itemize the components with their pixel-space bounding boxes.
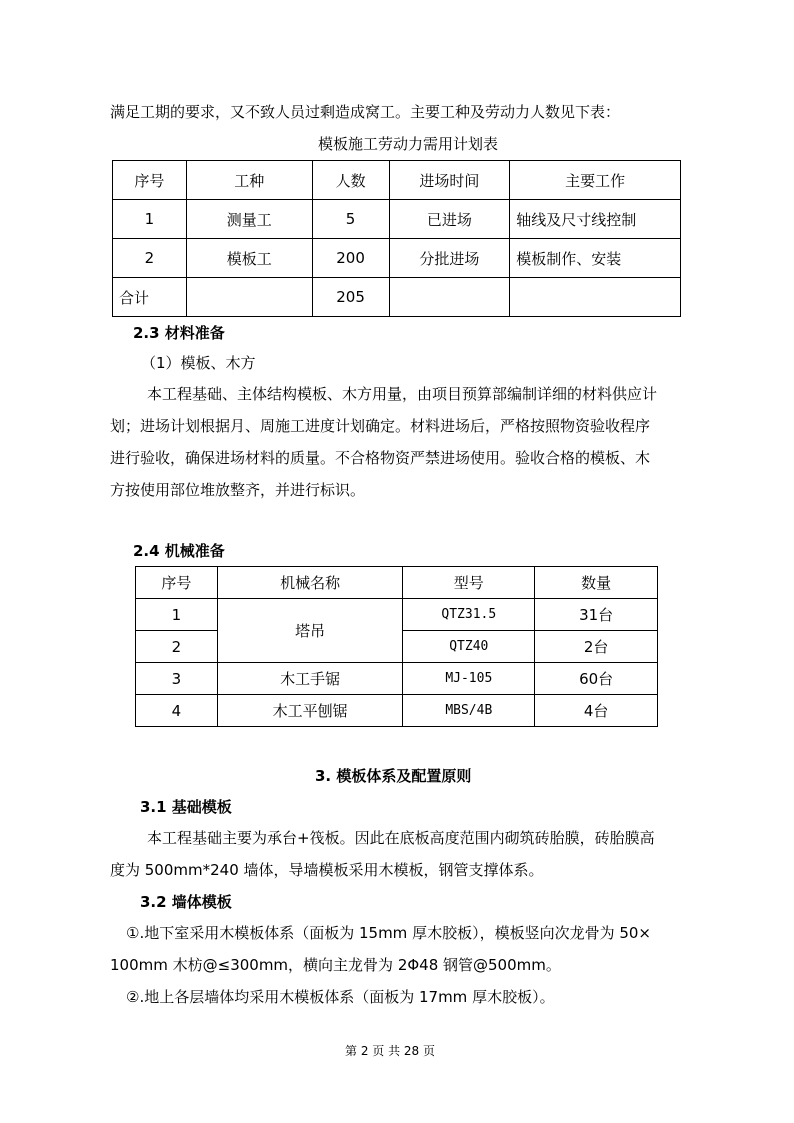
section-heading-3-1: 3.1 基础模板	[140, 798, 232, 816]
section-heading-2-3: 2.3 材料准备	[133, 324, 225, 342]
page-footer: 第 2 页 共 28 页	[345, 1044, 435, 1058]
table-cell: 木工平刨锯	[217, 695, 403, 727]
paragraph-line: 本工程基础、主体结构模板、木方用量，由项目预算部编制详细的材料供应计	[147, 385, 658, 403]
table-row	[113, 239, 681, 278]
section-heading-3-2: 3.2 墙体模板	[140, 893, 232, 911]
table-cell-merged: 塔吊	[217, 599, 403, 663]
table-row	[136, 663, 658, 695]
paragraph-line: ②.地上各层墙体均采用木模板体系（面板为 17mm 厚木胶板）。	[126, 988, 555, 1006]
table-cell: MJ-105	[403, 663, 535, 695]
header-cell: 数量	[535, 567, 658, 599]
table-cell: 3	[136, 663, 218, 695]
paragraph-line: 方按使用部位堆放整齐，并进行标识。	[110, 481, 366, 499]
table-cell: 200	[312, 239, 389, 278]
paragraph-line: 划；进场计划根据月、周施工进度计划确定。材料进场后，严格按照物资验收程序	[110, 417, 651, 435]
paragraph-line: 本工程基础主要为承台+筏板。因此在底板高度范围内砌筑砖胎膜，砖胎膜高	[147, 829, 655, 847]
table-cell: 1	[113, 200, 187, 239]
table-cell: 分批进场	[389, 239, 510, 278]
paragraph-line: 进行验收，确保进场材料的质量。不合格物资严禁进场使用。验收合格的模板、木	[110, 449, 651, 467]
table-cell: 轴线及尺寸线控制	[510, 200, 681, 239]
labor-table	[112, 160, 681, 317]
table-cell: 4	[136, 695, 218, 727]
table-cell: 5	[312, 200, 389, 239]
machinery-table	[135, 566, 658, 727]
table-cell: 205	[312, 278, 389, 317]
header-cell: 序号	[113, 161, 187, 200]
header-cell: 工种	[186, 161, 312, 200]
table-header-row	[136, 567, 658, 599]
header-cell: 人数	[312, 161, 389, 200]
table-cell: 木工手锯	[217, 663, 403, 695]
table-cell: QTZ40	[403, 631, 535, 663]
header-cell: 序号	[136, 567, 218, 599]
header-cell: 主要工作	[510, 161, 681, 200]
section-heading-2-4: 2.4 机械准备	[133, 542, 225, 560]
intro-line: 满足工期的要求，又不致人员过剩造成窝工。主要工种及劳动力人数见下表：	[110, 103, 621, 121]
paragraph-line: 度为 500mm*240 墙体，导墙模板采用木模板，钢管支撑体系。	[110, 861, 544, 879]
table-cell	[186, 278, 312, 317]
table-total-row	[113, 278, 681, 317]
table-cell: 2	[113, 239, 187, 278]
table-cell: 已进场	[389, 200, 510, 239]
table-cell: 2	[136, 631, 218, 663]
table-row	[113, 200, 681, 239]
table-cell: 1	[136, 599, 218, 631]
table-cell: 2台	[535, 631, 658, 663]
table-cell: 模板制作、安装	[510, 239, 681, 278]
table-cell: 4台	[535, 695, 658, 727]
paragraph-line: ①.地下室采用木模板体系（面板为 15mm 厚木胶板），模板竖向次龙骨为 50×	[126, 924, 651, 942]
table-cell: 测量工	[186, 200, 312, 239]
table-cell	[510, 278, 681, 317]
paragraph-line: 100mm 木枋@≤300mm，横向主龙骨为 2Φ48 钢管@500mm。	[110, 956, 561, 974]
table-cell: 31台	[535, 599, 658, 631]
table-cell: 合计	[113, 278, 187, 317]
table-cell	[389, 278, 510, 317]
table-cell: QTZ31.5	[403, 599, 535, 631]
table-cell: MBS/4B	[403, 695, 535, 727]
table-row	[136, 599, 658, 631]
header-cell: 进场时间	[389, 161, 510, 200]
table-header-row	[113, 161, 681, 200]
table-row	[136, 695, 658, 727]
table-cell: 60台	[535, 663, 658, 695]
table-cell: 模板工	[186, 239, 312, 278]
labor-table-caption: 模板施工劳动力需用计划表	[318, 135, 499, 153]
subheading-formwork-timber: （1）模板、木方	[141, 354, 256, 372]
header-cell: 型号	[403, 567, 535, 599]
section-heading-3: 3. 模板体系及配置原则	[315, 767, 472, 785]
header-cell: 机械名称	[217, 567, 403, 599]
